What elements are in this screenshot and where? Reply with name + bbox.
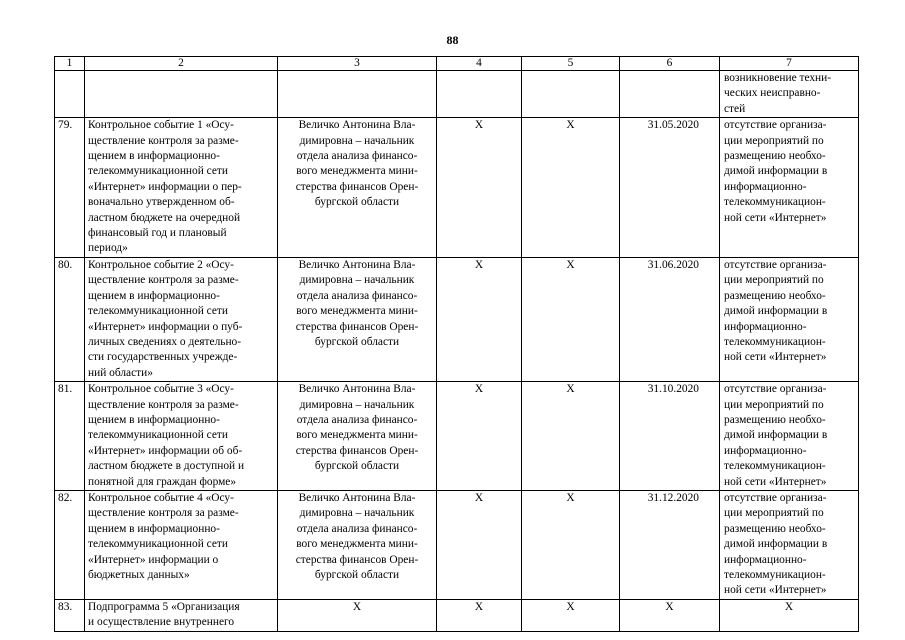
- risk-line: димой информации в: [724, 165, 828, 178]
- risk-line: размещению необхо-: [724, 522, 826, 535]
- event-line: и осуществление внутреннего: [88, 616, 235, 629]
- event-line: щением в информационно-: [88, 150, 220, 163]
- col5-cell: Х: [522, 257, 620, 381]
- event-cell: [85, 71, 278, 118]
- event-line: ластном бюджете в доступной и: [88, 460, 245, 473]
- risk-line: ции мероприятий по: [724, 274, 824, 287]
- risk-line: ции мероприятий по: [724, 398, 824, 411]
- risk-line: ции мероприятий по: [724, 134, 824, 147]
- event-line: Контрольное событие 3 «Осу-: [88, 383, 234, 396]
- col5-cell: Х: [522, 382, 620, 491]
- col5-cell: Х: [522, 118, 620, 258]
- risk-line: информационно-: [724, 320, 807, 333]
- col5-cell: [522, 71, 620, 118]
- risk-line: ной сети «Интернет»: [724, 475, 827, 488]
- event-line: «Интернет» информации о: [88, 553, 219, 566]
- risk-line: ной сети «Интернет»: [724, 211, 827, 224]
- risk-cell: [720, 599, 859, 631]
- event-line: щением в информационно-: [88, 289, 220, 302]
- event-line: личных сведениях о деятельно-: [88, 335, 242, 348]
- event-line: ществление контроля за разме-: [88, 274, 239, 287]
- risk-line: телекоммуникацион-: [724, 569, 826, 581]
- responsible-line: димировна – начальник: [299, 274, 415, 287]
- event-line: телекоммуникационной сети: [88, 429, 228, 442]
- event-line: Контрольное событие 1 «Осу-: [88, 119, 234, 132]
- responsible-line: бургской области: [314, 569, 400, 581]
- risk-line: телекоммуникацион-: [724, 196, 826, 209]
- date-cell: [620, 71, 720, 118]
- column-header: 4: [437, 57, 522, 71]
- col4-cell: [437, 71, 522, 118]
- page-number: 88: [446, 33, 459, 47]
- risk-line: Х: [784, 600, 794, 613]
- responsible-line: бургской области: [314, 196, 400, 209]
- column-number-row: [55, 57, 859, 71]
- column-header: 2: [85, 57, 278, 71]
- responsible-cell: [278, 71, 437, 118]
- date-cell: 31.06.2020: [620, 257, 720, 381]
- event-cell: [85, 599, 278, 631]
- responsible-line: Величко Антонина Вла-: [298, 383, 416, 396]
- responsible-line: вого менеджмента мини-: [296, 305, 418, 318]
- responsible-line: стерства финансов Орен-: [295, 553, 419, 566]
- event-line: телекоммуникационной сети: [88, 165, 228, 178]
- responsible-line: димировна – начальник: [299, 398, 415, 411]
- table-row: [55, 118, 859, 258]
- risk-line: телекоммуникацион-: [724, 335, 826, 348]
- event-line: ществление контроля за разме-: [88, 507, 239, 520]
- risk-line: размещению необхо-: [724, 150, 826, 163]
- row-number-cell: [55, 71, 85, 118]
- responsible-line: Величко Антонина Вла-: [298, 491, 416, 504]
- responsible-line: отдела анализа финансо-: [296, 522, 418, 535]
- event-line: «Интернет» информации о пер-: [88, 180, 242, 193]
- col5-cell: Х: [522, 599, 620, 631]
- responsible-cell: [278, 257, 437, 381]
- date-cell: 31.12.2020: [620, 490, 720, 599]
- report-table: [54, 56, 859, 632]
- event-line: финансовый год и плановый: [88, 227, 227, 240]
- column-header: 7: [720, 57, 859, 71]
- event-line: Контрольное событие 4 «Осу-: [88, 491, 234, 504]
- table-row: [55, 382, 859, 491]
- row-number-cell: 83.: [55, 599, 85, 631]
- risk-line: информационно-: [724, 180, 807, 193]
- responsible-line: стерства финансов Орен-: [295, 320, 419, 333]
- event-line: ществление контроля за разме-: [88, 398, 239, 411]
- event-line: ластном бюджете на очередной: [88, 211, 241, 224]
- col4-cell: Х: [437, 257, 522, 381]
- risk-cell: [720, 257, 859, 381]
- responsible-line: вого менеджмента мини-: [296, 538, 418, 551]
- event-cell: [85, 490, 278, 599]
- date-cell: 31.05.2020: [620, 118, 720, 258]
- risk-line: ной сети «Интернет»: [724, 351, 827, 364]
- row-number-cell: 79.: [55, 118, 85, 258]
- risk-line: ной сети «Интернет»: [724, 584, 827, 597]
- column-header: 5: [522, 57, 620, 71]
- col4-cell: Х: [437, 118, 522, 258]
- risk-line: димой информации в: [724, 538, 828, 551]
- responsible-cell: [278, 118, 437, 258]
- event-line: сти государственных учрежде-: [88, 351, 238, 364]
- risk-cell: [720, 490, 859, 599]
- event-line: Контрольное событие 2 «Осу-: [88, 258, 234, 271]
- event-line: Подпрограмма 5 «Организация: [88, 600, 240, 613]
- col4-cell: Х: [437, 490, 522, 599]
- responsible-line: вого менеджмента мини-: [296, 165, 418, 178]
- event-line: щением в информационно-: [88, 522, 220, 535]
- event-line: бюджетных данных»: [88, 569, 190, 581]
- row-number-cell: 82.: [55, 490, 85, 599]
- responsible-line: бургской области: [314, 460, 400, 473]
- responsible-cell: [278, 599, 437, 631]
- risk-line: димой информации в: [724, 429, 828, 442]
- responsible-cell: [278, 382, 437, 491]
- risk-line: телекоммуникацион-: [724, 460, 826, 473]
- event-line: воначально утвержденном об-: [88, 196, 235, 209]
- risk-line: ческих неисправно-: [724, 87, 821, 100]
- risk-cell: [720, 71, 859, 118]
- responsible-line: Величко Антонина Вла-: [298, 119, 416, 132]
- event-line: телекоммуникационной сети: [88, 538, 228, 551]
- risk-line: ции мероприятий по: [724, 507, 824, 520]
- risk-line: информационно-: [724, 444, 807, 457]
- col4-cell: Х: [437, 599, 522, 631]
- responsible-line: отдела анализа финансо-: [296, 150, 418, 163]
- responsible-line: бургской области: [314, 335, 400, 348]
- column-header: 6: [620, 57, 720, 71]
- event-cell: [85, 382, 278, 491]
- event-line: щением в информационно-: [88, 413, 220, 426]
- date-cell: 31.10.2020: [620, 382, 720, 491]
- responsible-line: отдела анализа финансо-: [296, 289, 418, 302]
- risk-line: размещению необхо-: [724, 413, 826, 426]
- event-line: «Интернет» информации о пуб-: [88, 320, 243, 333]
- risk-line: димой информации в: [724, 305, 828, 318]
- event-line: период»: [88, 242, 128, 255]
- event-line: телекоммуникационной сети: [88, 305, 228, 318]
- table-row: [55, 599, 859, 631]
- event-line: ний области»: [88, 366, 153, 379]
- responsible-line: отдела анализа финансо-: [296, 413, 418, 426]
- responsible-line: вого менеджмента мини-: [296, 429, 418, 442]
- col5-cell: Х: [522, 490, 620, 599]
- column-header: 3: [278, 57, 437, 71]
- responsible-cell: [278, 490, 437, 599]
- risk-line: отсутствие организа-: [724, 383, 827, 396]
- column-header: 1: [55, 57, 85, 71]
- col4-cell: Х: [437, 382, 522, 491]
- event-line: понятной для граждан форме»: [88, 475, 237, 488]
- risk-line: отсутствие организа-: [724, 258, 827, 271]
- risk-cell: [720, 118, 859, 258]
- responsible-line: стерства финансов Орен-: [295, 444, 419, 457]
- event-line: «Интернет» информации об об-: [88, 444, 243, 457]
- event-cell: [85, 118, 278, 258]
- risk-line: возникновение техни-: [724, 72, 832, 84]
- event-line: ществление контроля за разме-: [88, 134, 239, 147]
- table-row: [55, 490, 859, 599]
- responsible-line: Величко Антонина Вла-: [298, 258, 416, 271]
- date-cell: Х: [620, 599, 720, 631]
- risk-line: размещению необхо-: [724, 289, 826, 302]
- risk-line: информационно-: [724, 553, 807, 566]
- risk-line: отсутствие организа-: [724, 119, 827, 132]
- continuation-row: [55, 71, 859, 118]
- risk-line: стей: [724, 102, 746, 115]
- event-cell: [85, 257, 278, 381]
- responsible-line: димировна – начальник: [299, 134, 415, 147]
- responsible-line: Х: [352, 600, 362, 613]
- row-number-cell: 81.: [55, 382, 85, 491]
- table-row: [55, 257, 859, 381]
- row-number-cell: 80.: [55, 257, 85, 381]
- risk-cell: [720, 382, 859, 491]
- responsible-line: димировна – начальник: [299, 507, 415, 520]
- table-body: [55, 71, 859, 632]
- responsible-line: стерства финансов Орен-: [295, 180, 419, 193]
- risk-line: отсутствие организа-: [724, 491, 827, 504]
